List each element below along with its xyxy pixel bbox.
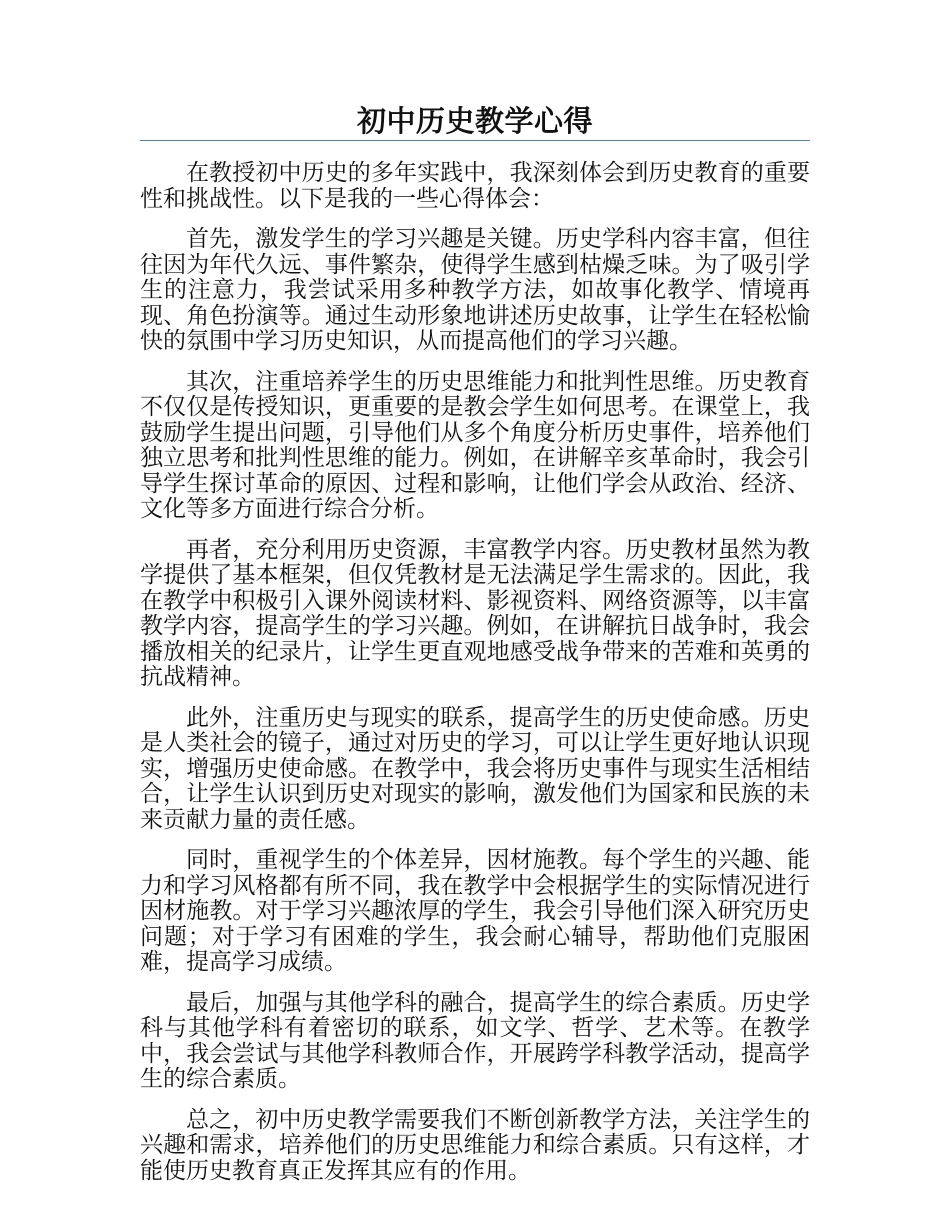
- title-underline: [140, 140, 810, 141]
- paragraph-integration: 最后，加强与其他学科的融合，提高学生的综合素质。历史学科与其他学科有着密切的联系，如文学、哲学、艺术等。在教学中，我会尝试与其他学科教师合作，开展跨学科教学活动，提高学生的综合素质。: [140, 989, 810, 1092]
- paragraph-thinking: 其次，注重培养学生的历史思维能力和批判性思维。历史教育不仅仅是传授知识，更重要的是教会学生如何思考。在课堂上，我鼓励学生提出问题，引导他们从多个角度分析历史事件，培养他们独立思考和批判性思维的能力。例如，在讲解辛亥革命时，我会引导学生探讨革命的原因、过程和影响，让他们学会从政治、经济、文化等多方面进行综合分析。: [140, 368, 810, 522]
- paragraph-differences: 同时，重视学生的个体差异，因材施教。每个学生的兴趣、能力和学习风格都有所不同，我在教学中会根据学生的实际情况进行因材施教。对于学习兴趣浓厚的学生，我会引导他们深入研究历史问题；对于学习有困难的学生，我会耐心辅导，帮助他们克服困难，提高学习成绩。: [140, 847, 810, 975]
- paragraph-conclusion: 总之，初中历史教学需要我们不断创新教学方法，关注学生的兴趣和需求，培养他们的历史思维能力和综合素质。只有这样，才能使历史教育真正发挥其应有的作用。: [140, 1106, 810, 1184]
- paragraph-intro: 在教授初中历史的多年实践中，我深刻体会到历史教育的重要性和挑战性。以下是我的一些心得体会：: [140, 160, 810, 212]
- paragraph-resources: 再者，充分利用历史资源，丰富教学内容。历史教材虽然为教学提供了基本框架，但仅凭教材是无法满足学生需求的。因此，我在教学中积极引入课外阅读材料、影视资料、网络资源等，以丰富教学内容，提高学生的学习兴趣。例如，在讲解抗日战争时，我会播放相关的纪录片，让学生更直观地感受战争带来的苦难和英勇的抗战精神。: [140, 536, 810, 690]
- paragraph-interest: 首先，激发学生的学习兴趣是关键。历史学科内容丰富，但往往因为年代久远、事件繁杂，使得学生感到枯燥乏味。为了吸引学生的注意力，我尝试采用多种教学方法，如故事化教学、情境再现、角色扮演等。通过生动形象地讲述历史故事，让学生在轻松愉快的氛围中学习历史知识，从而提高他们的学习兴趣。: [140, 226, 810, 354]
- document-title: 初中历史教学心得: [356, 104, 593, 138]
- document-page: [140, 102, 810, 1199]
- paragraph-reality: 此外，注重历史与现实的联系，提高学生的历史使命感。历史是人类社会的镜子，通过对历史的学习，可以让学生更好地认识现实，增强历史使命感。在教学中，我会将历史事件与现实生活相结合，让学生认识到历史对现实的影响，激发他们为国家和民族的未来贡献力量的责任感。: [140, 704, 810, 833]
